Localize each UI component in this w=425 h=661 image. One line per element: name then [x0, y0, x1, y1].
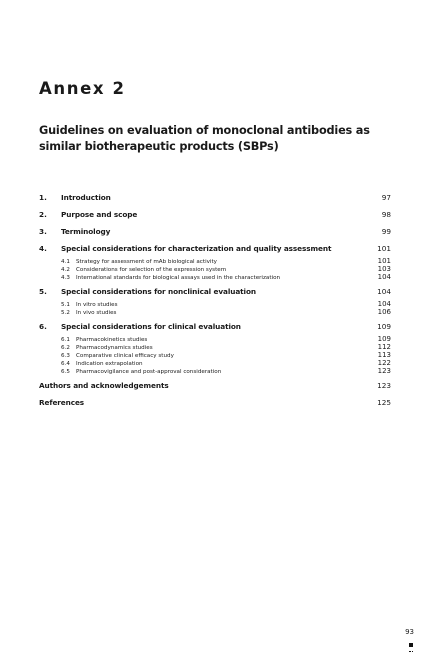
toc-label: In vivo studies	[76, 310, 117, 316]
toc-number: 3.	[39, 227, 47, 236]
toc-label: Indication extrapolation	[76, 361, 143, 367]
page-marker-square	[409, 643, 413, 647]
toc-label: Special considerations for characterization and quality assessment	[61, 244, 332, 253]
toc-page: 123	[377, 367, 391, 375]
toc-number: 6.3	[61, 353, 70, 359]
toc-page: 98	[381, 210, 391, 219]
toc-number: 5.2	[61, 310, 70, 316]
toc-page: 104	[377, 300, 391, 308]
toc-label: In vitro studies	[76, 302, 118, 308]
toc-page: 101	[377, 244, 391, 253]
toc-subentry-6-2[interactable]	[39, 343, 391, 351]
toc-label: Strategy for assessment of mAb biological activity	[76, 259, 217, 265]
toc-subentry-4-1[interactable]	[39, 257, 391, 265]
toc-number: 2.	[39, 210, 47, 219]
toc-number: 4.	[39, 244, 47, 253]
toc-number: 6.5	[61, 369, 70, 375]
toc-label: Pharmacovigilance and post-approval consideration	[76, 369, 222, 375]
toc-page: 103	[377, 265, 391, 273]
toc-label: Pharmacodynamics studies	[76, 345, 153, 351]
toc-subentry-6-1[interactable]	[39, 335, 391, 343]
toc-subentry-6-4[interactable]	[39, 359, 391, 367]
toc-number: 6.	[39, 322, 47, 331]
toc-entry-references[interactable]	[39, 397, 391, 408]
page-marker-dots	[409, 651, 413, 652]
toc-label: Pharmacokinetics studies	[76, 337, 148, 343]
toc-page: 104	[377, 273, 391, 281]
toc-number: 1.	[39, 193, 47, 202]
toc-number: 4.1	[61, 259, 70, 265]
page-number: 93	[405, 628, 414, 636]
toc-page: 123	[377, 381, 391, 390]
toc-page: 125	[377, 398, 391, 407]
toc-subentry-4-2[interactable]	[39, 265, 391, 273]
toc-label: Introduction	[61, 193, 111, 202]
toc-page: 97	[381, 193, 391, 202]
toc-subentry-4-3[interactable]	[39, 273, 391, 281]
toc-subentry-6-3[interactable]	[39, 351, 391, 359]
toc-number: 5.1	[61, 302, 70, 308]
toc-label: International standards for biological assays used in the characterization	[76, 275, 281, 281]
toc-page: 101	[377, 257, 391, 265]
annex-heading: Annex 2	[39, 79, 126, 98]
toc-entry-authors[interactable]	[39, 380, 391, 391]
toc-page: 122	[377, 359, 391, 367]
toc-page: 109	[377, 322, 391, 331]
toc-label: Special considerations for clinical evaluation	[61, 322, 241, 331]
toc-entry-clinical[interactable]	[39, 321, 391, 332]
toc-label: Purpose and scope	[61, 210, 138, 219]
toc-number: 6.2	[61, 345, 70, 351]
toc-number: 6.4	[61, 361, 70, 367]
toc-entry-purpose[interactable]	[39, 209, 391, 220]
toc-number: 6.1	[61, 337, 70, 343]
toc-page: 99	[381, 227, 391, 236]
toc-page: 112	[377, 343, 391, 351]
toc-label: Special considerations for nonclinical evaluation	[61, 287, 256, 296]
toc-entry-characterization[interactable]	[39, 243, 391, 254]
toc-page: 104	[377, 287, 391, 296]
toc-label: References	[39, 398, 85, 407]
toc-subentry-5-1[interactable]	[39, 300, 391, 308]
toc-label: Comparative clinical efficacy study	[76, 353, 174, 359]
toc-label: Considerations for selection of the expression system	[76, 267, 227, 273]
toc-number: 4.3	[61, 275, 70, 281]
toc-entry-nonclinical[interactable]	[39, 286, 391, 297]
toc-page: 109	[377, 335, 391, 343]
toc-subentry-5-2[interactable]	[39, 308, 391, 316]
toc-label: Terminology	[61, 227, 111, 236]
toc-number: 5.	[39, 287, 47, 296]
toc-number: 4.2	[61, 267, 70, 273]
toc-entry-terminology[interactable]	[39, 226, 391, 237]
table-of-contents	[39, 192, 391, 408]
toc-page: 113	[377, 351, 391, 359]
toc-entry-introduction[interactable]	[39, 192, 391, 203]
document-title: Guidelines on evaluation of monoclonal antibodies as similar biotherapeutic products (SBPs)	[39, 124, 370, 153]
toc-subentry-6-5[interactable]	[39, 367, 391, 375]
toc-page: 106	[377, 308, 391, 316]
toc-label: Authors and acknowledgements	[39, 381, 169, 390]
